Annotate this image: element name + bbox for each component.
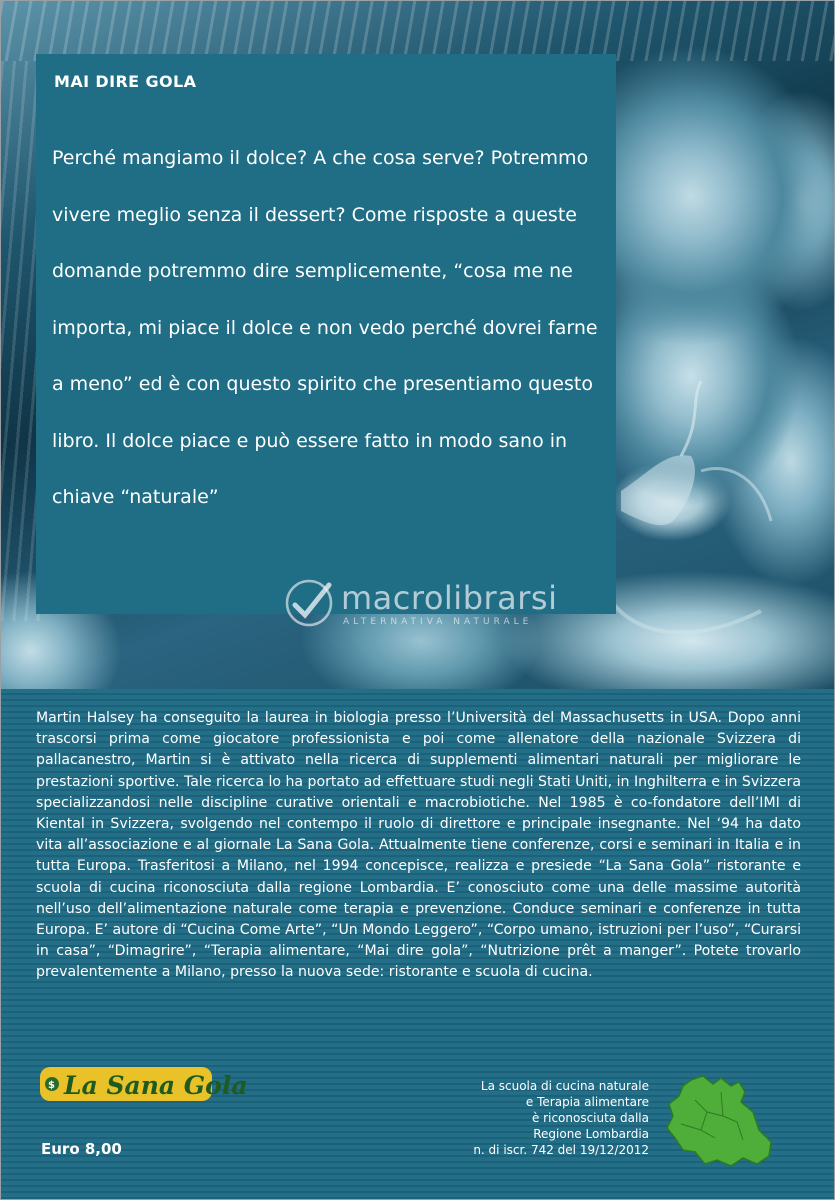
school-line: La scuola di cucina naturale	[480, 1079, 649, 1093]
watermark-name: macrolibrarsi	[341, 579, 558, 617]
quote-text: Perché mangiamo il dolce? A che cosa serve? Potremmo vivere meglio senza il dessert? Come risposte a queste domande potremmo dire semplicemente, “cosa me ne importa, mi piace il dolce e non vedo perché dovrei farne a meno” ed è con questo spirito che presentiamo questo libro. Il dolce piace e può essere fatto in modo sano in chiave “naturale”	[52, 147, 598, 508]
school-line: n. di iscr. 742 del 19/12/2012	[473, 1143, 649, 1157]
school-line: e Terapia alimentare	[525, 1095, 649, 1109]
logo-artwork	[38, 1061, 248, 1106]
leaf-check-icon	[283, 577, 337, 629]
school-line: Regione Lombardia	[533, 1127, 649, 1141]
author-bio: Martin Halsey ha conseguito la laurea in biologia presso l’Università del Massachusetts in USA. Dopo anni trascorsi prima come giocatore professionista e poi come allenatore della nazionale Svizzera di pallacanestro, Martin si è attivato nella ricerca di supplementi alimentari naturali per migliorare le prestazioni sportive. Tale ricerca lo ha portato ad effettuare studi negli Stati Uniti, in Inghilterra e in Svizzera specializzandosi nelle discipline curative orientali e macrobiotiche. Nel 1985 è co-fondatore dell’IMI di Kiental in Svizzera, svolgendo nel contempo il ruolo di direttore e principale insegnante. Nel ‘94 ha dato vita all’associazione e al giornale La Sana Gola. Attualmente tiene conferenze, corsi e seminari in Italia e in tutta Europa. Trasferitosi a Milano, nel 1994 concepisce, realizza e presiede “La Sana Gola” ristorante e scuola di cucina riconosciuta dalla regione Lombardia. E’ conosciuto come una delle massime autorità nell’uso dell’alimentazione naturale come terapia e prevenzione. Conduce seminari e conferenze in tutta Europa. E’ autore di “Cucina Come Arte”, “Un Mondo Leggero”, “Corpo umano, istruzioni per l’uso”, “Curarsi in casa”, “Dimagrire”, “Terapia alimentare, “Mai dire gola”, “Nutrizione prêt a manger”. Potete trovarlo prevalentemente a Milano, presso la nuova sede: ristorante e scuola di cucina.	[36, 710, 802, 981]
cover-photo	[1, 1, 834, 691]
footer	[1, 689, 834, 1199]
school-line: è riconosciuta dalla	[531, 1111, 649, 1125]
la-sana-gola-logo	[38, 1061, 248, 1106]
macrolibrarsi-watermark	[279, 573, 579, 633]
school-recognition	[459, 1078, 649, 1158]
logo-text: La Sana Gola	[64, 1071, 248, 1100]
quote-panel	[36, 54, 616, 614]
price: Euro 8,00	[41, 1140, 122, 1158]
quote-title: MAI DIRE GOLA	[54, 72, 197, 91]
watermark-tagline: ALTERNATIVA NATURALE	[343, 617, 533, 627]
svg-text:$: $	[48, 1080, 55, 1091]
author-section	[1, 689, 834, 1199]
lombardia-map-icon	[661, 1072, 777, 1172]
